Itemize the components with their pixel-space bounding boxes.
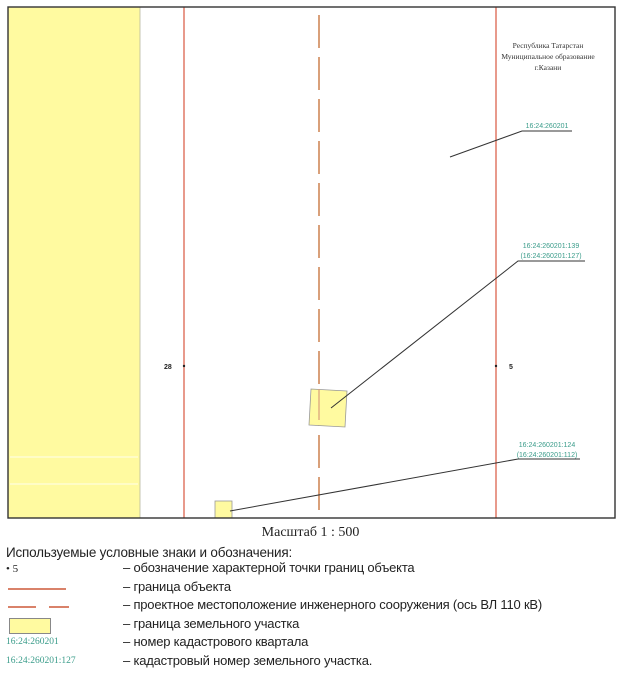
solid-line-symbol-icon <box>8 588 66 590</box>
boundary-point-symbol-icon: • 5 <box>6 563 19 575</box>
region-label-line1: Республика Татарстан <box>512 41 584 50</box>
legend-item-parcel-number: 16:24:260201:127 – кадастровый номер земельного участка. <box>6 652 373 668</box>
legend-item-parcel-boundary: – граница земельного участка <box>6 616 616 635</box>
leader-parcel-124 <box>230 459 580 511</box>
boundary-point-5-label: 5 <box>509 364 513 371</box>
parcel-box-symbol-icon <box>9 618 51 634</box>
legend-title: Используемые условные знаки и обозначения: <box>6 545 293 560</box>
region-label-line2: Муниципальное образование <box>501 52 595 61</box>
legend-item-projected-axis: – проектное местоположение инженерного сооружения (ось ВЛ 110 кВ) <box>6 597 616 616</box>
land-parcel-124 <box>215 501 232 518</box>
scale-label: Масштаб 1 : 500 <box>261 525 360 540</box>
region-label-line3: г.Казани <box>534 63 562 72</box>
legend-item-point: • 5 – обозначение характерной точки границ объекта <box>6 560 415 575</box>
legend <box>6 545 616 671</box>
boundary-point-28 <box>183 365 185 367</box>
legend-item-quarter-number: 16:24:260201 – номер кадастрового квартала <box>6 634 309 649</box>
leader-quarter <box>450 131 572 157</box>
boundary-point-28-label: 28 <box>164 364 172 371</box>
parcel-139-number: 16:24:260201:139 <box>522 243 580 250</box>
land-parcel-139 <box>309 389 347 427</box>
dashed-line-symbol-icon <box>6 597 116 615</box>
cadastral-quarter-label: 16:24:260201 <box>525 123 569 130</box>
quarter-code-sample: 16:24:260201 <box>6 637 59 647</box>
parcel-124-previous: (16:24:260201:112) <box>516 452 578 459</box>
parcel-124-number: 16:24:260201:124 <box>518 442 576 449</box>
land-parcel-strip <box>8 7 140 518</box>
legend-item-object-boundary: – граница объекта <box>6 579 616 598</box>
boundary-point-5 <box>495 365 497 367</box>
parcel-code-sample: 16:24:260201:127 <box>6 655 76 666</box>
parcel-139-previous: (16:24:260201:127) <box>520 253 582 260</box>
leader-parcel-139 <box>331 261 585 408</box>
